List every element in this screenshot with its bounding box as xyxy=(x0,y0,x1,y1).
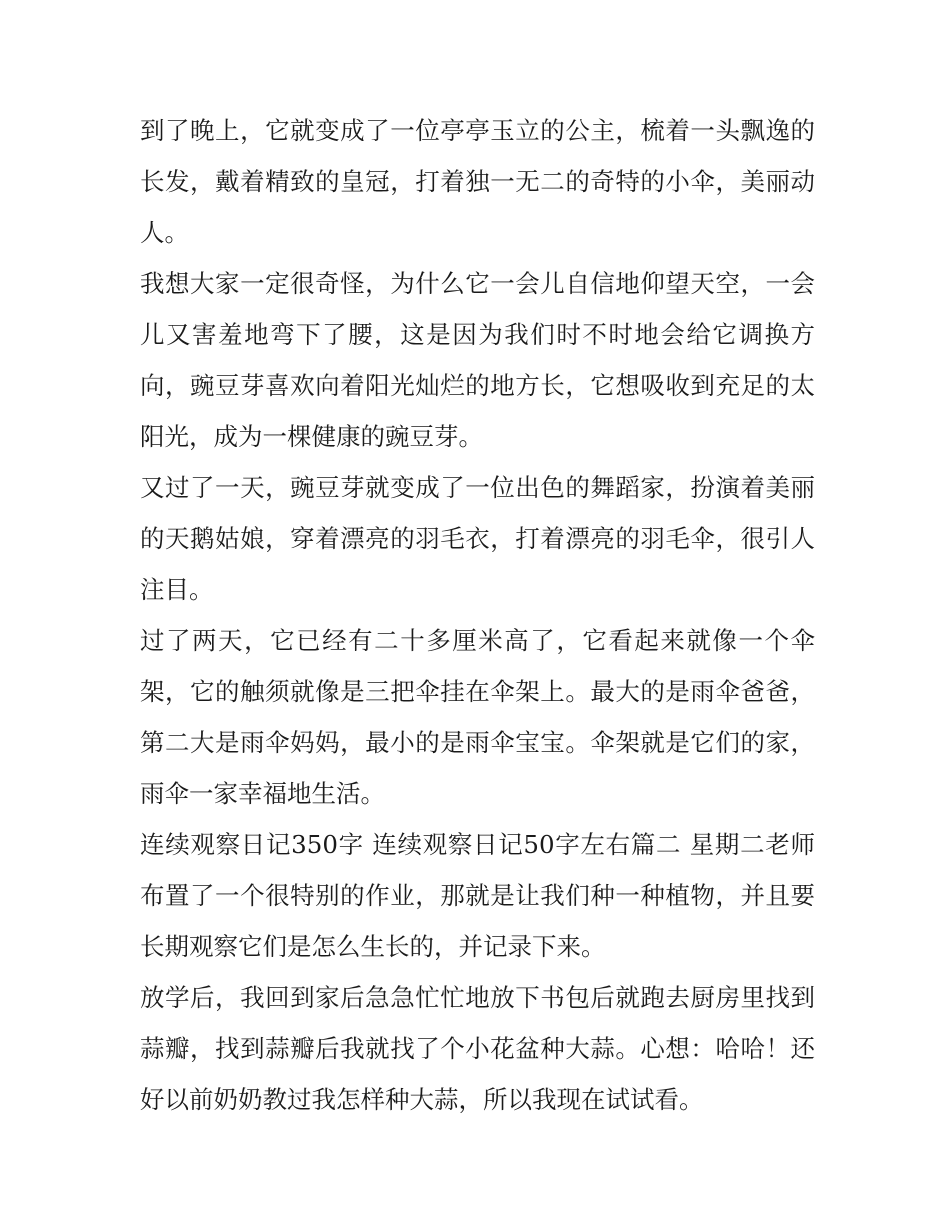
paragraph: 我想大家一定很奇怪，为什么它一会儿自信地仰望天空，一会儿又害羞地弯下了腰，这是因为我们时不时地会给它调换方向，豌豆芽喜欢向着阳光灿烂的地方长，它想吸收到充足的太阳光，成为一棵健康的豌豆芽。 xyxy=(140,269,815,451)
paragraph: 到了晚上，它就变成了一位亭亭玉立的公主，梳着一头飘逸的长发，戴着精致的皇冠，打着独一无二的奇特的小伞，美丽动人。 xyxy=(140,116,815,247)
paragraph: 放学后，我回到家后急急忙忙地放下书包后就跑去厨房里找到蒜瓣，找到蒜瓣后我就找了个小花盆种大蒜。心想：哈哈！还好以前奶奶教过我怎样种大蒜，所以我现在试试看。 xyxy=(140,983,815,1114)
document-body xyxy=(140,105,815,1125)
paragraph: 连续观察日记350字 连续观察日记50字左右篇二 星期二老师布置了一个很特别的作业，那就是让我们种一种植物，并且要长期观察它们是怎么生长的，并记录下来。 xyxy=(140,830,815,961)
paragraph: 过了两天，它已经有二十多厘米高了，它看起来就像一个伞架，它的触须就像是三把伞挂在伞架上。最大的是雨伞爸爸，第二大是雨伞妈妈，最小的是雨伞宝宝。伞架就是它们的家，雨伞一家幸福地生活。 xyxy=(140,626,815,808)
paragraph: 又过了一天，豌豆芽就变成了一位出色的舞蹈家，扮演着美丽的天鹅姑娘，穿着漂亮的羽毛衣，打着漂亮的羽毛伞，很引人注目。 xyxy=(140,473,815,604)
